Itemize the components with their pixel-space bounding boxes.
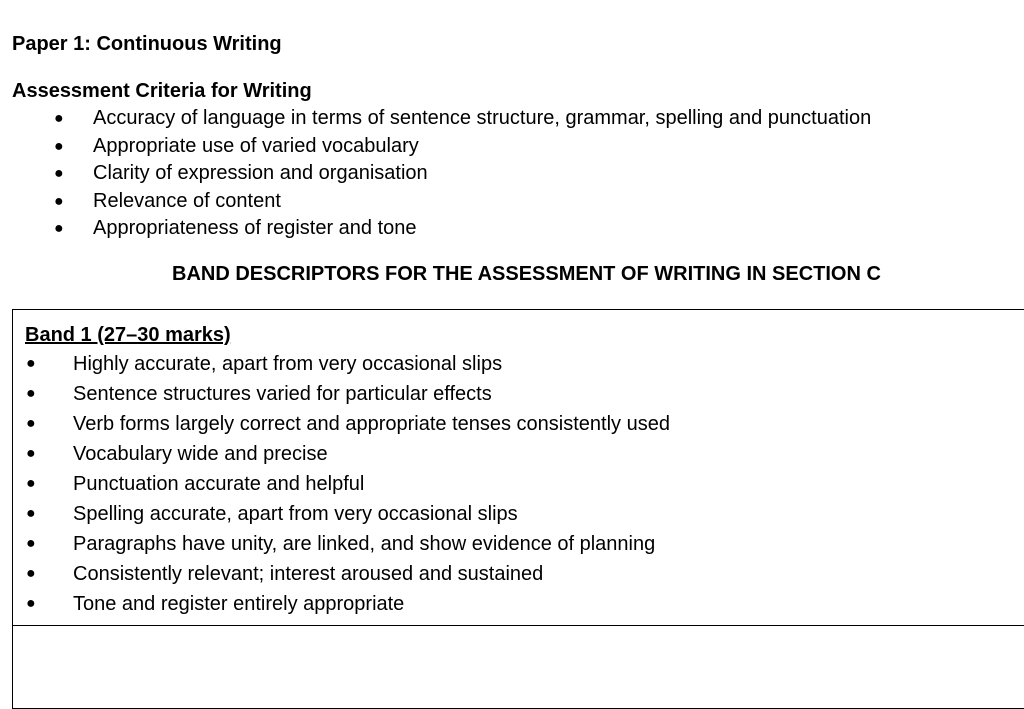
band-1-item-text: Verb forms largely correct and appropriate tenses consistently used — [73, 413, 670, 435]
criteria-item-text: Accuracy of language in terms of sentence structure, grammar, spelling and punctuation — [93, 107, 872, 129]
paper-title: Paper 1: Continuous Writing — [12, 33, 282, 55]
bullet-icon: ● — [26, 505, 36, 522]
criteria-heading: Assessment Criteria for Writing — [12, 80, 312, 102]
criteria-item-text: Appropriateness of register and tone — [93, 217, 417, 239]
band-1-item-text: Consistently relevant; interest aroused and sustained — [73, 563, 544, 585]
band-1-item-text: Tone and register entirely appropriate — [73, 593, 405, 615]
bullet-icon: ● — [26, 535, 36, 552]
bullet-icon: ● — [26, 595, 36, 612]
band-descriptors-heading: BAND DESCRIPTORS FOR THE ASSESSMENT OF WRITING IN SECTION C — [172, 263, 881, 285]
bullet-icon: ● — [54, 165, 64, 182]
band-1-item-text: Sentence structures varied for particular effects — [73, 383, 492, 405]
bullet-icon: ● — [54, 220, 64, 237]
band-1-item-text: Spelling accurate, apart from very occasional slips — [73, 503, 518, 525]
bullet-icon: ● — [54, 192, 64, 210]
criteria-item-text: Clarity of expression and organisation — [93, 162, 428, 184]
criteria-item-text: Appropriate use of varied vocabulary — [93, 134, 419, 157]
bullet-icon: ● — [26, 565, 36, 582]
bullet-icon: ● — [26, 475, 36, 492]
bullet-icon: ● — [54, 137, 64, 155]
criteria-item-text: Relevance of content — [93, 189, 281, 212]
bullet-icon: ● — [54, 110, 64, 127]
bullet-icon: ● — [26, 445, 36, 462]
band-1-item-text: Highly accurate, apart from very occasional slips — [73, 353, 503, 375]
band-1-item-text: Punctuation accurate and helpful — [73, 473, 365, 495]
band-table-divider — [12, 625, 1024, 626]
band-1-item-text: Vocabulary wide and precise — [73, 443, 328, 465]
bullet-icon: ● — [26, 385, 36, 402]
band-1-item-text: Paragraphs have unity, are linked, and show evidence of planning — [73, 533, 656, 555]
bullet-icon: ● — [26, 355, 36, 372]
bullet-icon: ● — [26, 415, 36, 432]
band-1-title: Band 1 (27–30 marks) — [25, 324, 231, 346]
